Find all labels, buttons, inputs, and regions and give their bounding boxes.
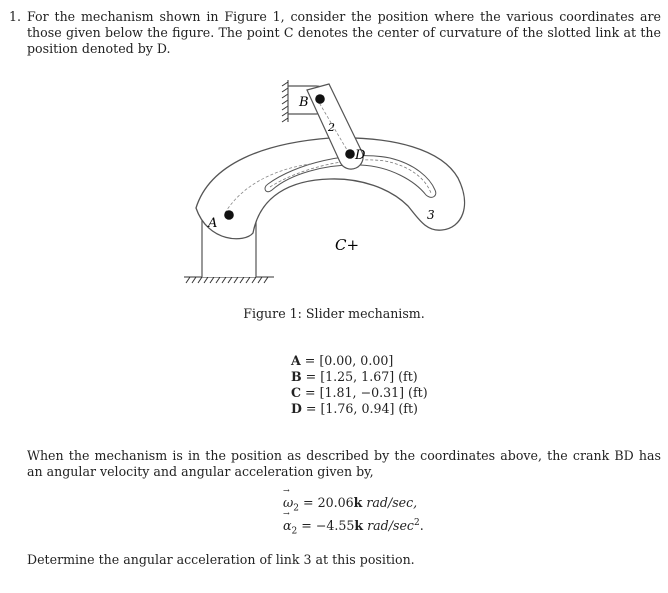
alpha-unit-vector: k	[354, 518, 364, 534]
pin-d	[345, 149, 355, 159]
coord-name-a: A	[291, 353, 301, 368]
coordinate-b	[291, 369, 418, 385]
coordinate-c	[291, 385, 428, 401]
coord-name-b: B	[291, 369, 302, 384]
label-d: D	[355, 148, 366, 163]
alpha-period: .	[419, 518, 424, 534]
figure-caption: Figure 1: Slider mechanism.	[243, 306, 425, 321]
label-c: C+	[335, 236, 360, 254]
coord-value-c: = [1.81, −0.31] (ft)	[301, 385, 428, 400]
coord-name-c: C	[291, 385, 302, 400]
alpha-value: = −4.55	[297, 518, 355, 534]
problem-intro: For the mechanism shown in Figure 1, consider the position where the various coordinates are those given below the figure. The point C denotes the center of curvature of the slotted link at the position denoted by D.	[27, 9, 661, 56]
omega-units: rad/sec,	[362, 495, 418, 510]
coord-value-d: = [1.76, 0.94] (ft)	[301, 401, 418, 416]
label-link-3: 3	[427, 208, 435, 222]
alpha-exponent: 2	[413, 518, 420, 528]
coordinate-a	[291, 353, 393, 369]
problem-number: 1.	[9, 9, 22, 24]
coord-value-a: = [0.00, 0.00]	[300, 353, 394, 368]
alpha-subscript: 2	[291, 526, 298, 537]
omega-unit-vector: k	[353, 495, 363, 510]
alpha-equation	[283, 518, 424, 537]
label-link-2: 2	[328, 121, 335, 134]
pin-a	[224, 210, 234, 220]
alpha-units: rad/sec	[363, 518, 414, 534]
label-a: A	[208, 216, 218, 231]
mechanism-figure	[180, 78, 480, 293]
pin-b	[315, 94, 325, 104]
coordinate-d	[291, 401, 418, 417]
omega-subscript: 2	[293, 503, 300, 514]
alpha-symbol: → α	[283, 518, 292, 533]
omega-symbol: → ω	[283, 495, 293, 510]
omega-value: = 20.06	[299, 495, 354, 510]
coord-name-d: D	[291, 401, 302, 416]
ground-a-hatching	[184, 277, 274, 283]
body-paragraph: When the mechanism is in the position as described by the coordinates above, the crank BD has an angular velocity and angular acceleration given by,	[27, 448, 661, 479]
omega-equation	[283, 495, 417, 514]
coord-value-b: = [1.25, 1.67] (ft)	[301, 369, 418, 384]
question-text: Determine the angular acceleration of link 3 at this position.	[27, 552, 415, 567]
label-b: B	[299, 95, 309, 110]
ground-b-hatching	[282, 80, 288, 122]
problem-statement	[9, 9, 661, 57]
